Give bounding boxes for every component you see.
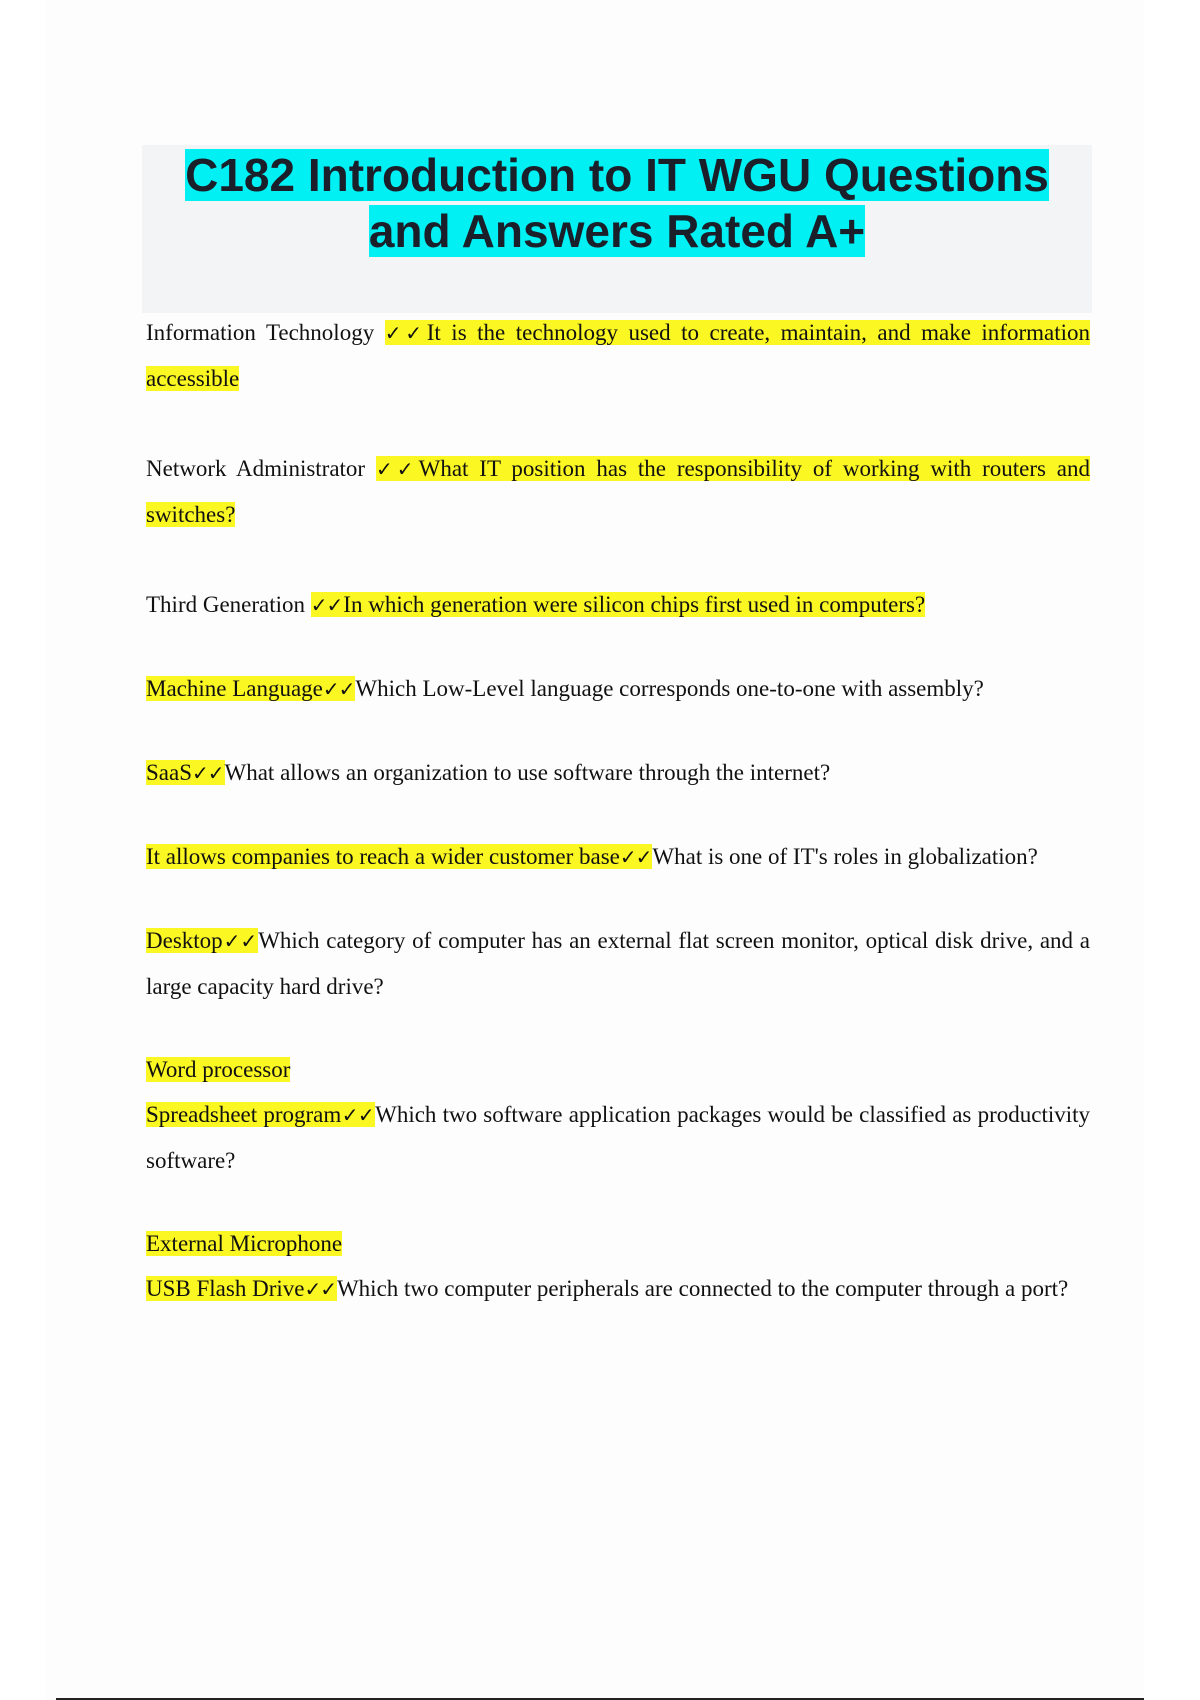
- qa-definition: Which category of computer has an external flat screen monitor, optical disk drive, and a large capacity hard drive?: [146, 928, 1090, 999]
- double-check-icon: ✓✓: [222, 929, 258, 953]
- qa-term-highlight: [146, 928, 258, 953]
- qa-term-highlight: [146, 1276, 337, 1301]
- qa-term: Information Technology: [146, 320, 375, 345]
- qa-definition: Which two software application packages would be classified as productivity software?: [146, 1102, 1090, 1173]
- qa-term: Machine Language: [146, 676, 323, 701]
- title-block: [142, 145, 1092, 313]
- qa-term-line-2: Spreadsheet program: [146, 1102, 342, 1127]
- qa-term-highlight: [146, 844, 652, 869]
- double-check-icon: ✓✓: [341, 1103, 375, 1127]
- qa-item-network-administrator: [146, 446, 1090, 537]
- double-check-icon: ✓✓: [375, 457, 418, 481]
- double-check-icon: ✓✓: [192, 761, 224, 785]
- qa-definition: Which two computer peripherals are connected to the computer through a port?: [336, 1276, 1069, 1301]
- qa-term: It allows companies to reach a wider customer base: [146, 844, 620, 869]
- qa-term-highlight: [146, 760, 225, 785]
- qa-definition: Which Low-Level language corresponds one-to-one with assembly?: [355, 676, 984, 701]
- qa-term-highlight: [146, 1057, 290, 1082]
- qa-term-line-1: Word processor: [146, 1057, 291, 1082]
- double-check-icon: ✓✓: [384, 321, 426, 345]
- qa-term: Desktop: [146, 928, 223, 953]
- qa-definition: It is the technology used to create, maintain, and make information accessible: [146, 320, 1091, 391]
- title-line-1: C182 Introduction to IT WGU Questions: [185, 149, 1049, 201]
- qa-item-third-generation: [146, 582, 1090, 628]
- title-line-2: and Answers Rated A+: [368, 205, 866, 257]
- document-title: [142, 145, 1092, 259]
- qa-term: Third Generation: [146, 592, 306, 617]
- qa-item-information-technology: [146, 310, 1090, 401]
- qa-item-globalization: [146, 834, 1090, 880]
- qa-term: SaaS: [146, 760, 192, 785]
- qa-list: [146, 310, 1090, 1312]
- qa-item-desktop: [146, 918, 1090, 1009]
- qa-term-highlight: [146, 676, 355, 701]
- qa-definition: What IT position has the responsibility of working with routers and switches?: [146, 456, 1091, 527]
- qa-definition: In which generation were silicon chips first used in computers?: [343, 592, 926, 617]
- qa-term-line-1: External Microphone: [146, 1231, 343, 1256]
- qa-definition: What is one of IT's roles in globalization?: [652, 844, 1038, 869]
- double-check-icon: ✓✓: [619, 845, 652, 869]
- double-check-icon: ✓✓: [310, 593, 343, 617]
- qa-definition-highlight: [311, 592, 925, 617]
- double-check-icon: ✓✓: [304, 1277, 336, 1301]
- qa-term-line-2: USB Flash Drive: [146, 1276, 305, 1301]
- qa-item-peripherals: [146, 1221, 1090, 1312]
- qa-item-saas: [146, 750, 1090, 796]
- qa-term: Network Administrator: [146, 456, 366, 481]
- qa-item-productivity-software: [146, 1047, 1090, 1183]
- qa-item-machine-language: [146, 666, 1090, 712]
- qa-definition: What allows an organization to use software through the internet?: [224, 760, 831, 785]
- double-check-icon: ✓✓: [322, 677, 355, 701]
- qa-term-highlight: [146, 1231, 342, 1256]
- qa-term-highlight: [146, 1102, 375, 1127]
